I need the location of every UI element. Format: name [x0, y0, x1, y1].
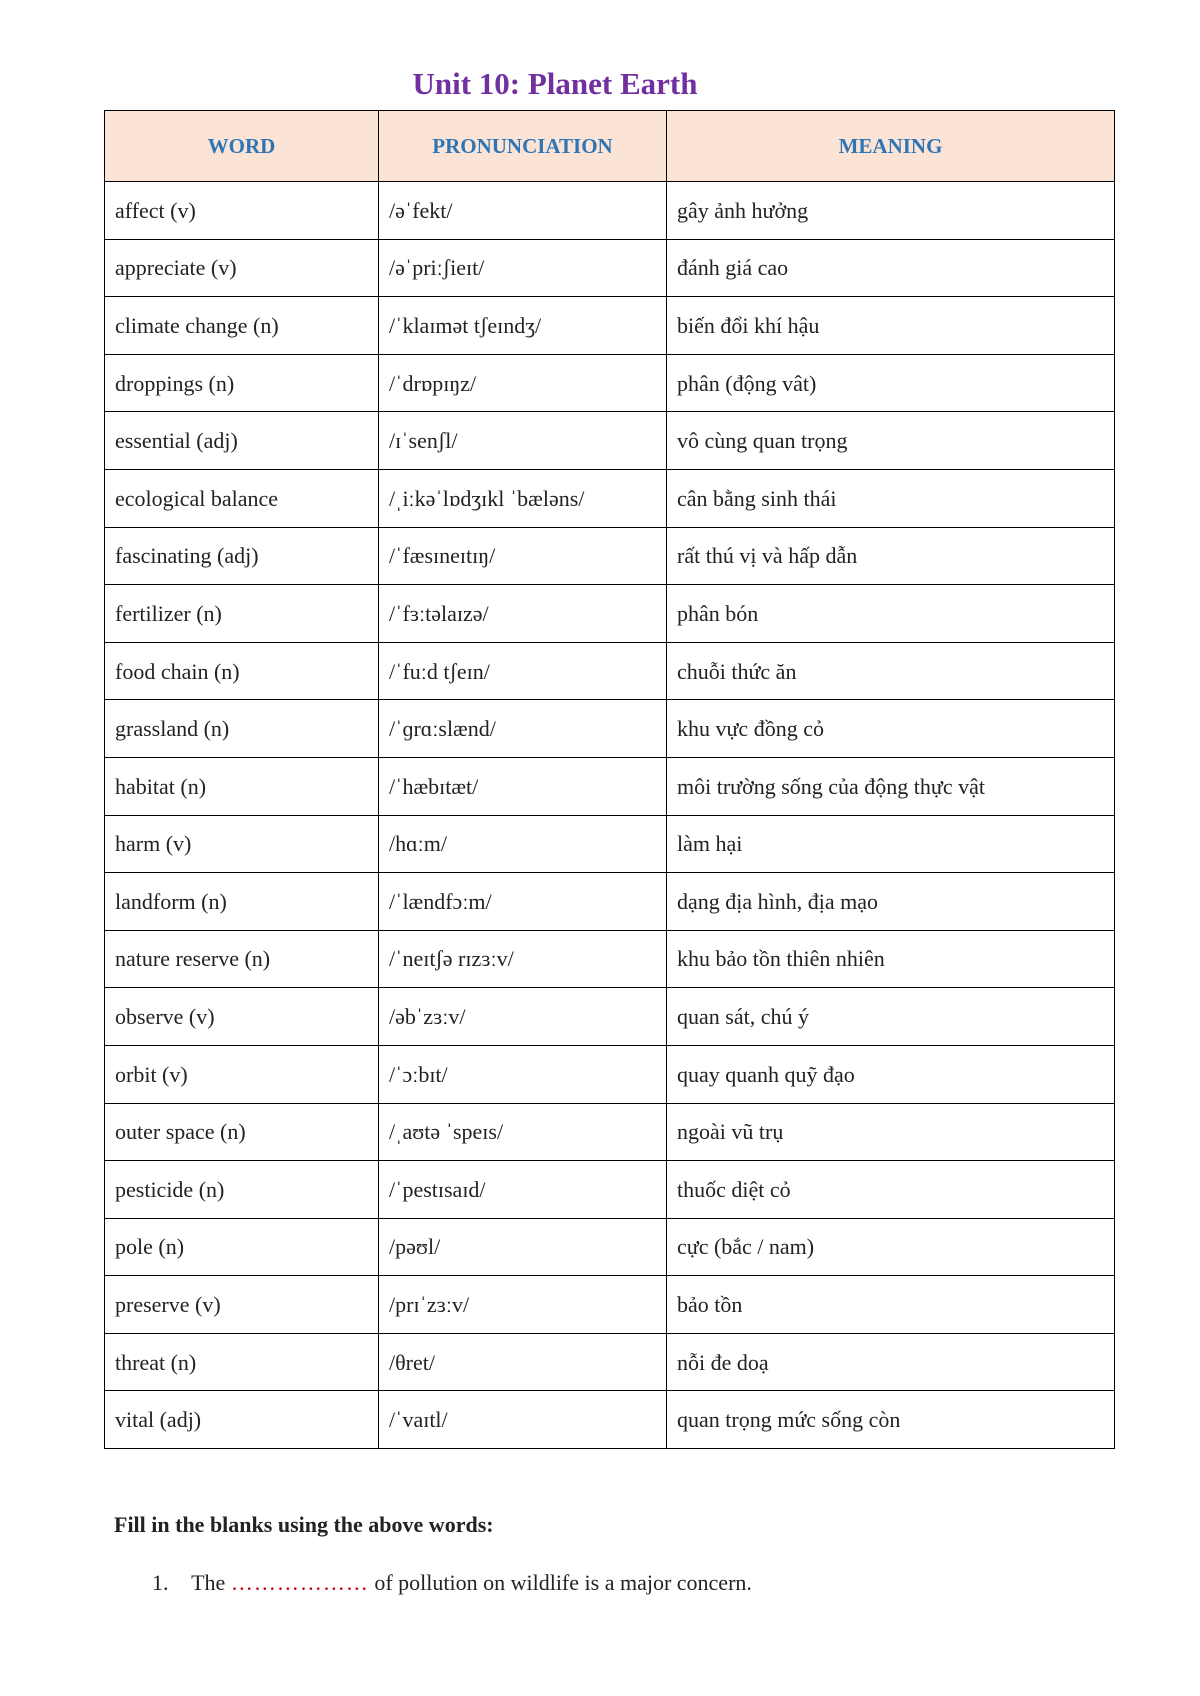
table-row — [105, 1218, 1115, 1276]
meaning-cell: cực (bắc / nam) — [667, 1218, 1115, 1276]
vocabulary-rows — [105, 182, 1115, 1449]
pronunciation-cell: /ˈɡrɑːslænd/ — [379, 700, 667, 758]
table-row — [105, 297, 1115, 355]
meaning-cell: quan trọng mức sống còn — [667, 1391, 1115, 1449]
word-cell: landform (n) — [105, 873, 379, 931]
meaning-cell: rất thú vị và hấp dẫn — [667, 527, 1115, 585]
word-cell: grassland (n) — [105, 700, 379, 758]
meaning-cell: dạng địa hình, địa mạo — [667, 873, 1115, 931]
header-word: WORD — [105, 111, 379, 182]
word-cell: vital (adj) — [105, 1391, 379, 1449]
exercise-heading: Fill in the blanks using the above words: — [114, 1512, 494, 1537]
meaning-cell: chuỗi thức ăn — [667, 642, 1115, 700]
pronunciation-cell: /ˈvaɪtl/ — [379, 1391, 667, 1449]
word-cell: outer space (n) — [105, 1103, 379, 1161]
word-cell: threat (n) — [105, 1333, 379, 1391]
word-cell: harm (v) — [105, 815, 379, 873]
meaning-cell: vô cùng quan trọng — [667, 412, 1115, 470]
table-row — [105, 873, 1115, 931]
pronunciation-cell: /ɪˈsenʃl/ — [379, 412, 667, 470]
word-cell: fertilizer (n) — [105, 585, 379, 643]
pronunciation-cell: /ˈlændfɔːm/ — [379, 873, 667, 931]
meaning-cell: ngoài vũ trụ — [667, 1103, 1115, 1161]
pronunciation-cell: /ˈɔːbɪt/ — [379, 1045, 667, 1103]
table-row — [105, 930, 1115, 988]
word-cell: pole (n) — [105, 1218, 379, 1276]
table-row — [105, 1276, 1115, 1334]
exercise-text-after: of pollution on wildlife is a major concern. — [374, 1570, 752, 1595]
meaning-cell: phân bón — [667, 585, 1115, 643]
meaning-cell: khu bảo tồn thiên nhiên — [667, 930, 1115, 988]
pronunciation-cell: /θret/ — [379, 1333, 667, 1391]
meaning-cell: đánh giá cao — [667, 239, 1115, 297]
word-cell: ecological balance — [105, 469, 379, 527]
word-cell: appreciate (v) — [105, 239, 379, 297]
exercise-text-before: The — [191, 1570, 226, 1595]
pronunciation-cell: /əˈfekt/ — [379, 182, 667, 240]
table-row — [105, 700, 1115, 758]
meaning-cell: quay quanh quỹ đạo — [667, 1045, 1115, 1103]
meaning-cell: biến đổi khí hậu — [667, 297, 1115, 355]
word-cell: essential (adj) — [105, 412, 379, 470]
word-cell: pesticide (n) — [105, 1161, 379, 1219]
table-row — [105, 585, 1115, 643]
table-row — [105, 527, 1115, 585]
table-header-row — [105, 111, 1115, 182]
table-row — [105, 1045, 1115, 1103]
word-cell: habitat (n) — [105, 757, 379, 815]
table-row — [105, 182, 1115, 240]
table-row — [105, 642, 1115, 700]
meaning-cell: gây ảnh hưởng — [667, 182, 1115, 240]
table-row — [105, 469, 1115, 527]
pronunciation-cell: /hɑːm/ — [379, 815, 667, 873]
meaning-cell: làm hại — [667, 815, 1115, 873]
pronunciation-cell: /prɪˈzɜːv/ — [379, 1276, 667, 1334]
table-row — [105, 1333, 1115, 1391]
table-row — [105, 354, 1115, 412]
pronunciation-cell: /ˈfuːd tʃeɪn/ — [379, 642, 667, 700]
table-row — [105, 1103, 1115, 1161]
pronunciation-cell: /pəʊl/ — [379, 1218, 667, 1276]
table-row — [105, 1161, 1115, 1219]
word-cell: affect (v) — [105, 182, 379, 240]
vocabulary-table — [104, 110, 1115, 1449]
table-row — [105, 815, 1115, 873]
table-row — [105, 988, 1115, 1046]
header-pronunciation: PRONUNCIATION — [379, 111, 667, 182]
exercise-blank[interactable]: ……………… — [230, 1570, 369, 1595]
exercise-item — [152, 1570, 752, 1596]
table-row — [105, 1391, 1115, 1449]
pronunciation-cell: /ˈpestɪsaɪd/ — [379, 1161, 667, 1219]
table-row — [105, 757, 1115, 815]
meaning-cell: cân bằng sinh thái — [667, 469, 1115, 527]
meaning-cell: thuốc diệt cỏ — [667, 1161, 1115, 1219]
pronunciation-cell: /əˈpriːʃieɪt/ — [379, 239, 667, 297]
meaning-cell: quan sát, chú ý — [667, 988, 1115, 1046]
pronunciation-cell: /ˈfæsɪneɪtɪŋ/ — [379, 527, 667, 585]
pronunciation-cell: /ˈneɪtʃə rɪzɜːv/ — [379, 930, 667, 988]
meaning-cell: khu vực đồng cỏ — [667, 700, 1115, 758]
meaning-cell: phân (động vât) — [667, 354, 1115, 412]
word-cell: observe (v) — [105, 988, 379, 1046]
word-cell: fascinating (adj) — [105, 527, 379, 585]
table-row — [105, 239, 1115, 297]
pronunciation-cell: /ˈhæbɪtæt/ — [379, 757, 667, 815]
pronunciation-cell: /əbˈzɜːv/ — [379, 988, 667, 1046]
word-cell: preserve (v) — [105, 1276, 379, 1334]
word-cell: orbit (v) — [105, 1045, 379, 1103]
pronunciation-cell: /ˈdrɒpɪŋz/ — [379, 354, 667, 412]
meaning-cell: môi trường sống của động thực vật — [667, 757, 1115, 815]
pronunciation-cell: /ˌaʊtə ˈspeɪs/ — [379, 1103, 667, 1161]
word-cell: droppings (n) — [105, 354, 379, 412]
word-cell: food chain (n) — [105, 642, 379, 700]
page-title: Unit 10: Planet Earth — [412, 66, 698, 101]
meaning-cell: bảo tồn — [667, 1276, 1115, 1334]
table-row — [105, 412, 1115, 470]
header-meaning: MEANING — [667, 111, 1115, 182]
pronunciation-cell: /ˌiːkəˈlɒdʒɪkl ˈbæləns/ — [379, 469, 667, 527]
exercise-number: 1. — [152, 1570, 169, 1595]
word-cell: nature reserve (n) — [105, 930, 379, 988]
meaning-cell: nỗi đe doạ — [667, 1333, 1115, 1391]
word-cell: climate change (n) — [105, 297, 379, 355]
pronunciation-cell: /ˈfɜːtəlaɪzə/ — [379, 585, 667, 643]
pronunciation-cell: /ˈklaɪmət tʃeɪndʒ/ — [379, 297, 667, 355]
